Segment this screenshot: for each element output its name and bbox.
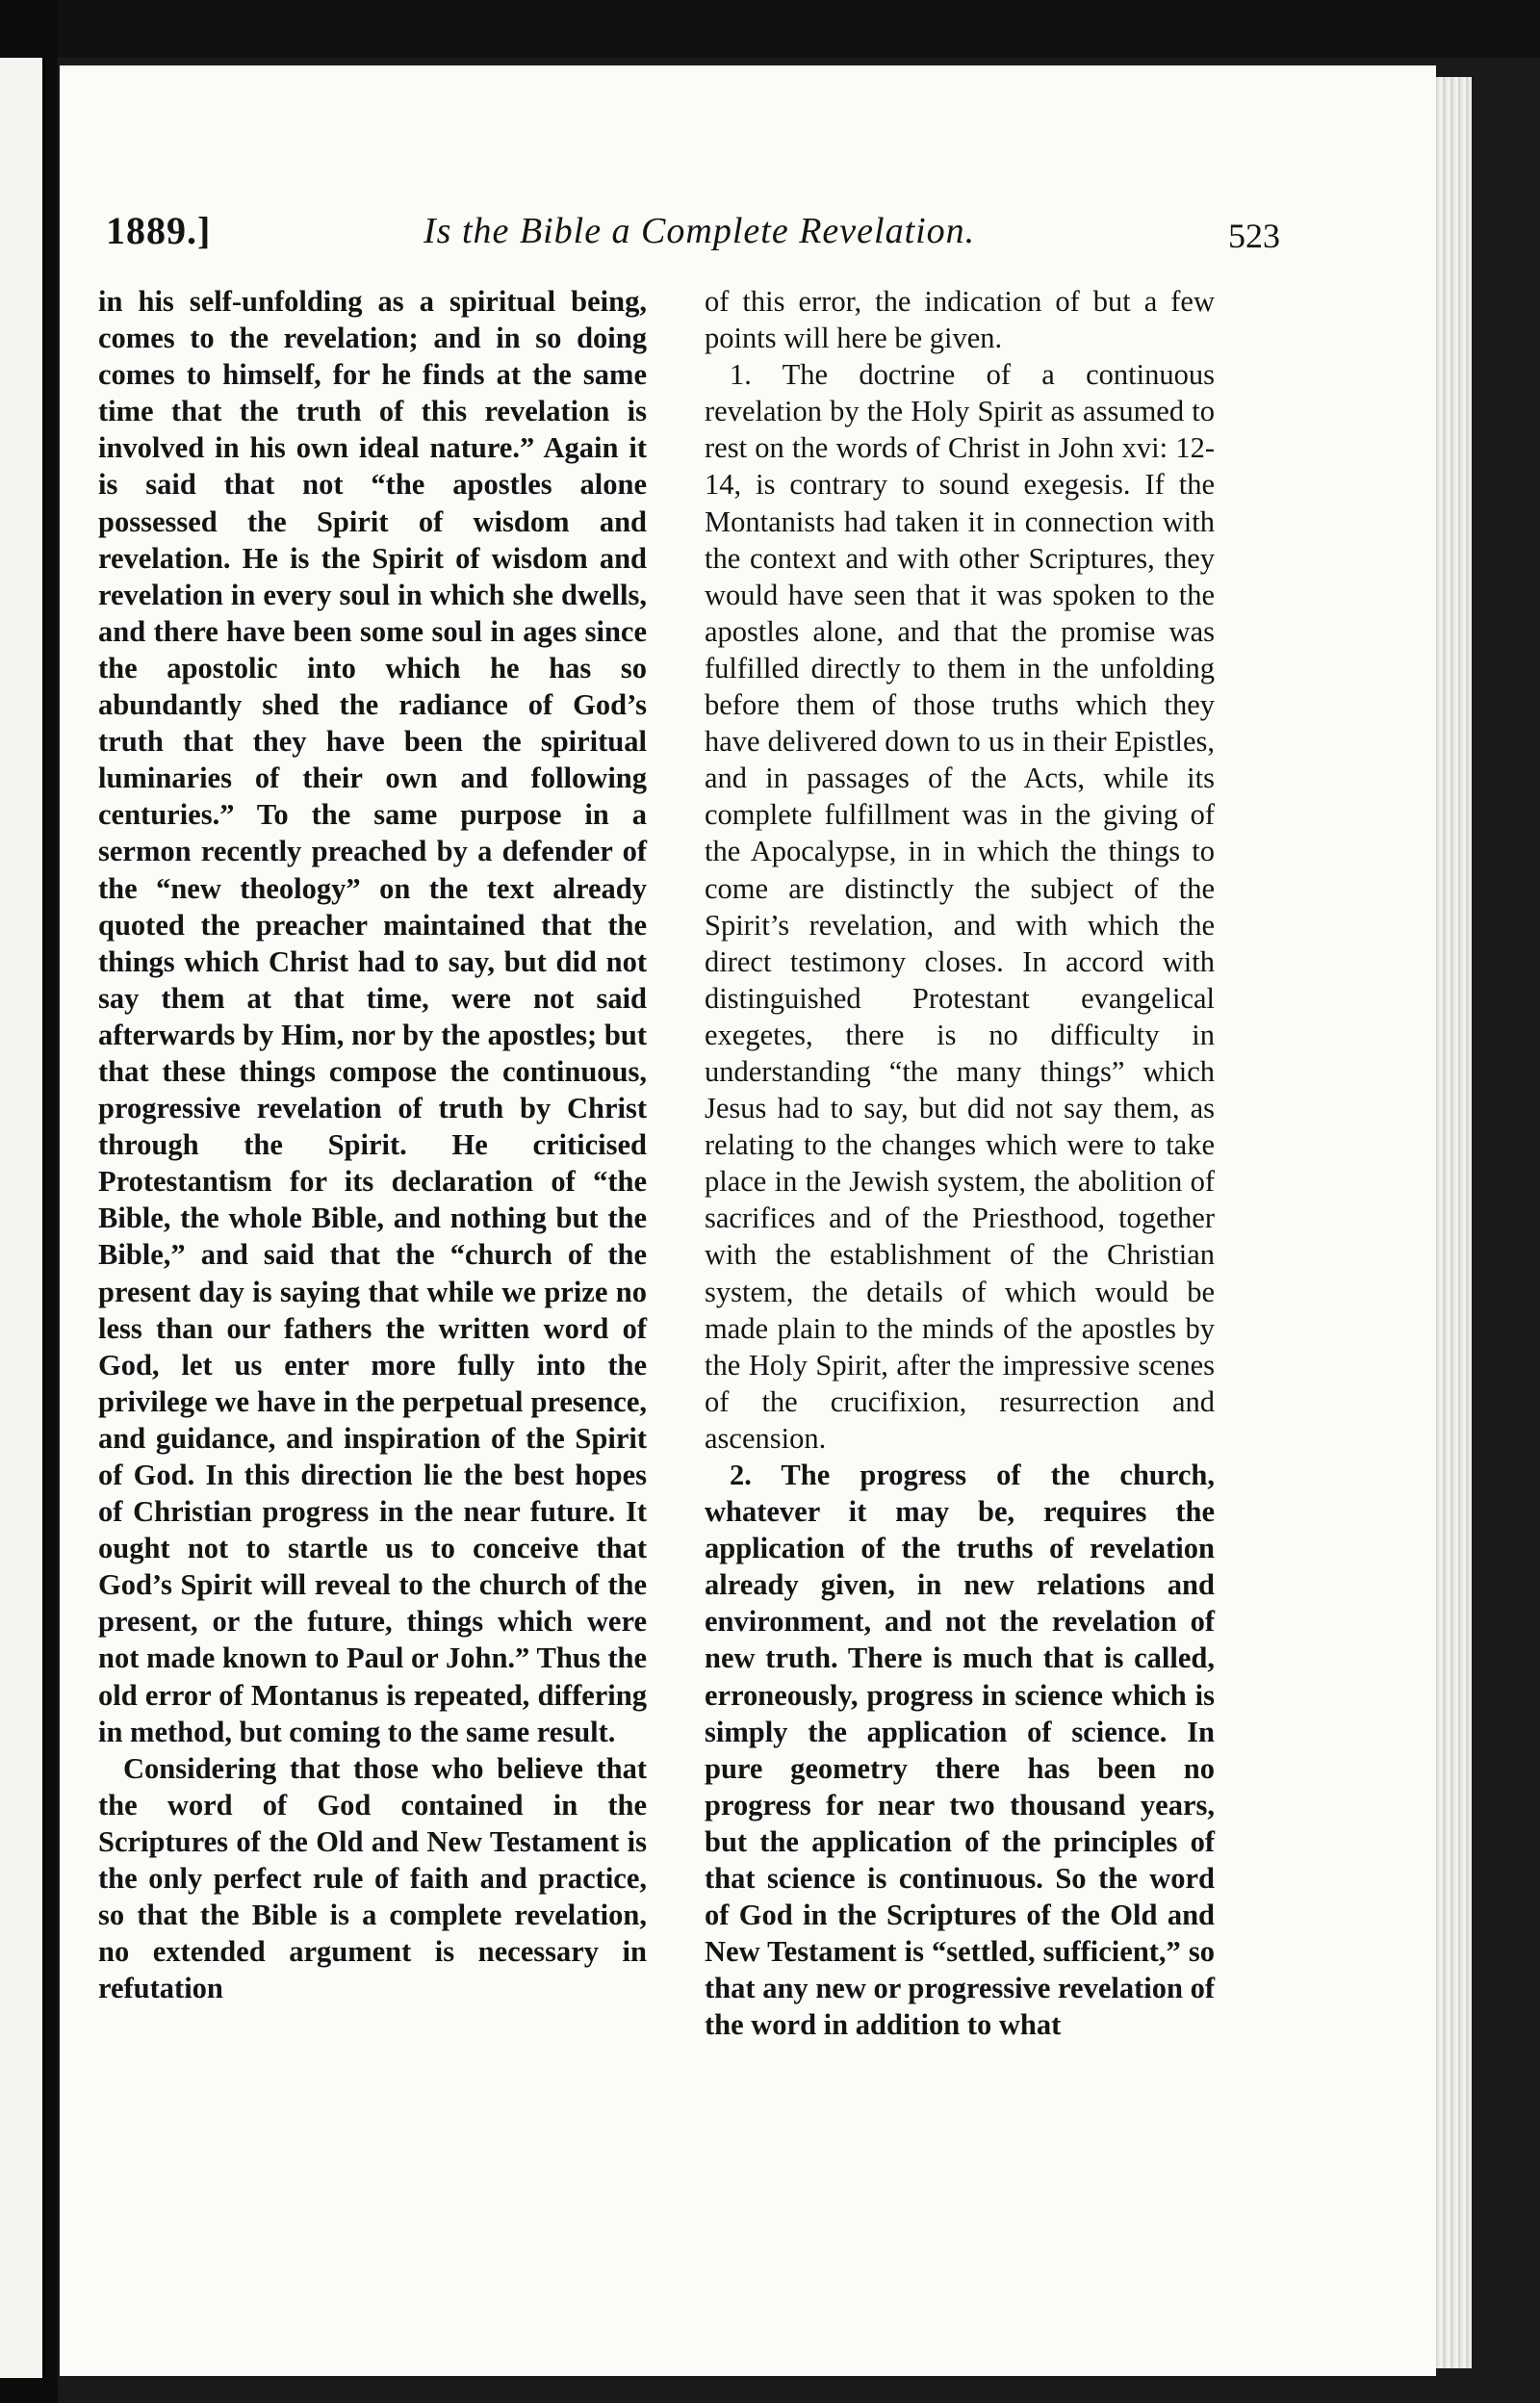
right-column — [705, 283, 1215, 2044]
running-head — [106, 208, 1280, 266]
right-paragraph-1: of this error, the indication of but a few points will here be given. — [705, 285, 1215, 355]
header-year: 1889.] — [106, 209, 212, 252]
right-paragraph-2: 1. The doctrine of a continuous revelation by the Holy Spirit as assumed to rest on the words of Christ in John xvi: 12-14, is contrary to sound exegesis. If the Montanists had taken it in connection with the context and with other Scriptures, they would have seen that it was spoken to the apostles alone, and that the promise was fulfilled directly to them in the unfolding before them of those truths which they have delivered down to us in their Epistles, and in passages of the Acts, while its complete fulfillment was in the giving of the Apocalypse, in in which the things to come are distinctly the subject of the Spirit’s revelation, and with which the direct testimony closes. In accord with distinguished Protestant evangelical exegetes, there is no difficulty in understanding “the many things” which Jesus had to say, but did not say them, as relating to the changes which were to take place in the Jewish system, the abolition of sacrifices and of the Priesthood, together with the establishment of the Christian system, the details of which would be made plain to the minds of the apostles by the Holy Spirit, after the impressive scenes of the crucifixion, resurrection and ascension. — [705, 358, 1215, 1455]
previous-page-edge — [0, 58, 45, 2378]
left-paragraph-2: Considering that those who believe that the word of God contained in the Scriptures of the Old and New Testament is the only perfect rule of faith and practice, so that the Bible is a complete revelation, no extended argument is necessary in refutation — [98, 1751, 647, 2005]
right-paragraph-3: 2. The progress of the church, whatever it may be, requires the application of the truths of revelation already given, in new relations and environment, and not the revelation of new truth. There is much that is called, erroneously, progress in science which is simply the application of science. In pure geometry there has been no progress for near two thousand years, but the application of the principles of that science is continuous. So the word of God in the Scriptures of the Old and New Testament is “settled, sufficient,” so that any new or progressive revelation of the word in addition to what — [705, 1459, 1215, 2042]
left-paragraph-1: in his self-unfolding as a spiritual being, comes to the revelation; and in so doing comes to himself, for he finds at the same time that the truth of this revelation is involved in his own ideal nature.” Again it is said that not “the apostles alone possessed the Spirit of wisdom and revelation. He is the Spirit of wisdom and revelation in every soul in which she dwells, and there have been some soul in ages since the apostolic into which he has so abundantly shed the radiance of God’s truth that they have been the spiritual luminaries of their own and following centuries.” To the same purpose in a sermon recently preached by a defender of the “new theology” on the text already quoted the preacher maintained that the things which Christ had to say, but did not say them at that time, were not said afterwards by Him, nor by the apostles; but that these things compose the continuous, progressive revelation of truth by Christ through the Spirit. He criticised Protestantism for its declaration of “the Bible, the whole Bible, and nothing but the Bible,” and said that the “church of the present day is saying that while we prize no less than our fathers the written word of God, let us enter more fully into the privilege we have in the perpetual presence, and guidance, and inspiration of the Spirit of God. In this direction lie the best hopes of Christian progress in the near future. It ought not to startle us to conceive that God’s Spirit will reveal to the church of the present, or the future, things which were not made known to Paul or John.” Thus the old error of Montanus is repeated, differing in method, but coming to the same result. — [98, 285, 647, 1748]
page-number: 523 — [1228, 217, 1280, 255]
header-title: Is the Bible a Complete Revelation. — [424, 211, 976, 251]
left-column — [98, 283, 647, 2006]
scan-top-shadow — [0, 0, 1540, 58]
